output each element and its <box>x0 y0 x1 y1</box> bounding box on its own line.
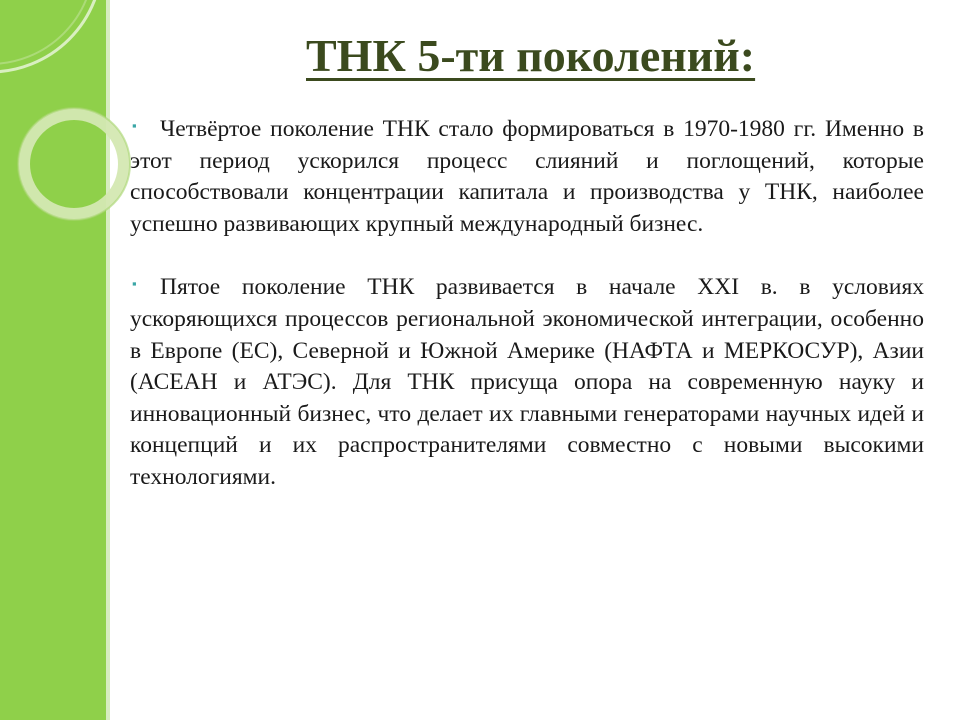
slide-title: ТНК 5-ти поколений: <box>306 30 756 81</box>
paragraph-fifth-generation <box>130 268 924 493</box>
ring-outline <box>18 108 130 220</box>
decorative-circles <box>0 0 140 240</box>
bullet-icon: ▪ <box>132 118 137 133</box>
paragraph-text: Четвёртое поколение ТНК стало формироваться в 1970-1980 гг. Именно в этот период ускорился процесс слияний и поглощений, которые способствовали концентрации капитала и производства у ТНК, наиболее успешно развивающих крупный международный бизнес. <box>130 116 924 237</box>
bullet-icon: ▪ <box>132 276 137 292</box>
paragraph-text: Пятое поколение ТНК развивается в начале XXI в. в условиях ускоряющихся процессов региональной экономической интеграции, особенно в Европе (ЕС), Северной и Южной Америке (НАФТА и МЕРКОСУР), Азии (АСЕАН и АТЭС). Для ТНК присуща опора на современную науку и инновационный бизнес, что делает их главными генераторами научных идей и концепций и их распространителями совместно с новыми высокими технологиями. <box>130 274 924 490</box>
slide-content <box>130 110 924 522</box>
paragraph-fourth-generation <box>130 110 924 240</box>
inner-outline-circle <box>0 0 94 64</box>
ring-circle <box>24 114 124 214</box>
